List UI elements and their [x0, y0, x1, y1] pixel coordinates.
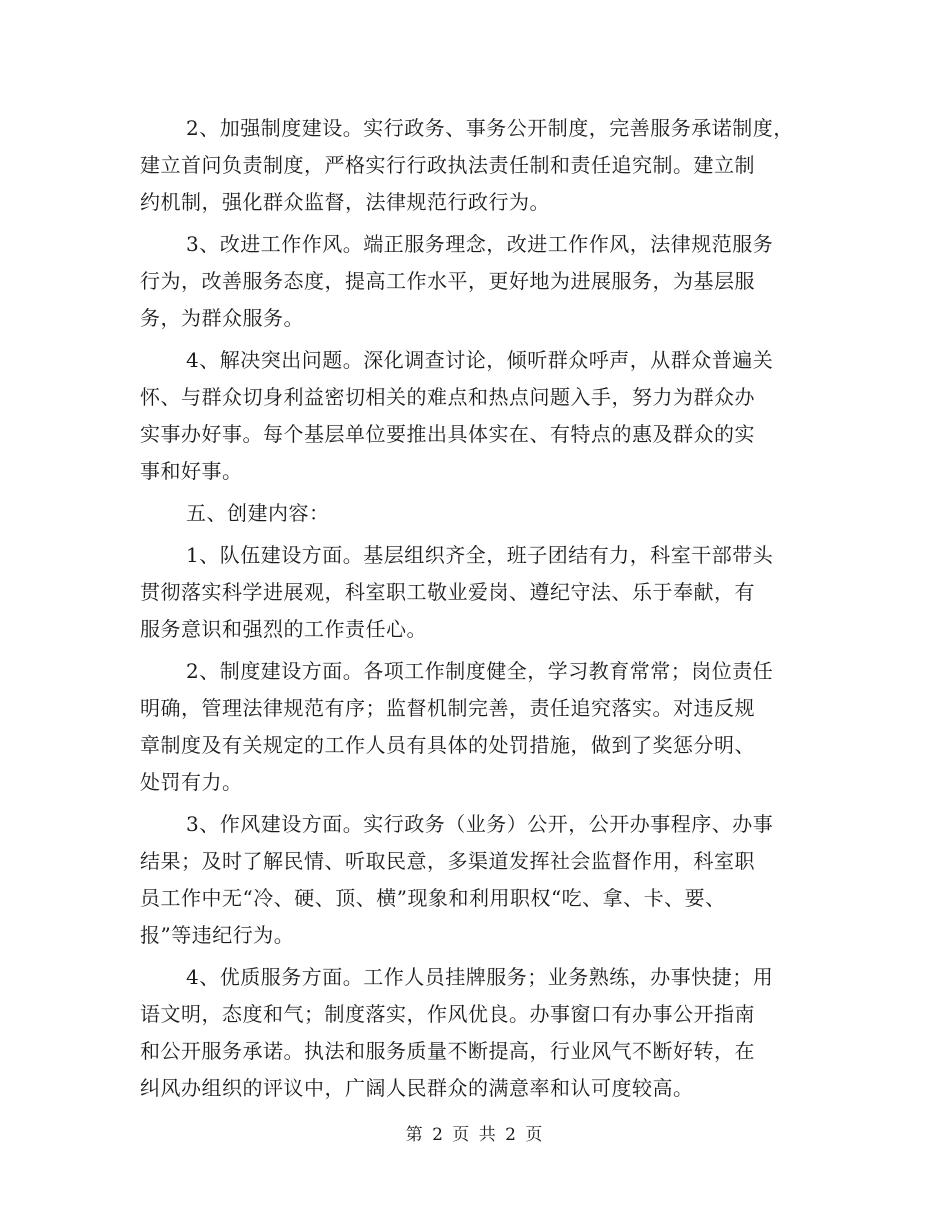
text-line: 怀、与群众切身利益密切相关的难点和热点问题入手，努力为群众办	[140, 385, 755, 409]
text-line: 建立首问负责制度，严格实行行政执法责任制和责任追究制。建立制	[140, 153, 755, 177]
text-line: 务，为群众服务。	[140, 306, 304, 330]
text-line: 实事办好事。每个基层单位要推出具体实在、有特点的惠及群众的实	[140, 422, 755, 446]
text-line: 行为，改善服务态度，提高工作水平，更好地为进展服务，为基层服	[140, 269, 755, 293]
text-line: 3、作风建设方面。实行政务（业务）公开，公开办事程序、办事	[186, 812, 774, 836]
text-line: 语文明，态度和气；制度落实，作风优良。办事窗口有办事公开指南	[140, 1002, 755, 1026]
text-line: 结果；及时了解民情、听取民意，多渠道发挥社会监督作用，科室职	[140, 849, 755, 873]
text-line: 2、制度建设方面。各项工作制度健全，学习教育常常；岗位责任	[186, 659, 774, 683]
text-line: 3、改进工作作风。端正服务理念，改进工作作风，法律规范服务	[186, 232, 774, 256]
paragraph	[140, 342, 812, 490]
text-line: 事和好事。	[140, 459, 243, 483]
text-line: 4、优质服务方面。工作人员挂牌服务；业务熟练，办事快捷；用	[186, 965, 774, 989]
text-line: 约机制，强化群众监督，法律规范行政行为。	[140, 190, 550, 214]
paragraph	[140, 110, 812, 221]
paragraph	[140, 537, 812, 648]
text-line: 服务意识和强烈的工作责任心。	[140, 617, 427, 641]
text-line: 1、队伍建设方面。基层组织齐全，班子团结有力，科室干部带头	[186, 543, 774, 567]
text-line: 明确，管理法律规范有序；监督机制完善，责任追究落实。对违反规	[140, 696, 755, 720]
paragraph	[140, 226, 812, 337]
text-line: 和公开服务承诺。执法和服务质量不断提高，行业风气不断好转，在	[140, 1039, 755, 1063]
text-line: 员工作中无“冷、硬、顶、横”现象和利用职权“吃、拿、卡、要、	[140, 886, 726, 910]
text-line: 处罚有力。	[140, 770, 243, 794]
paragraph	[140, 495, 812, 532]
text-line: 报”等违纪行为。	[140, 923, 295, 947]
text-line: 五、创建内容：	[186, 501, 330, 525]
text-line: 4、解决突出问题。深化调查讨论，倾听群众呼声，从群众普遍关	[186, 348, 774, 372]
paragraph	[140, 806, 812, 954]
text-line: 章制度及有关规定的工作人员有具体的处罚措施，做到了奖惩分明、	[140, 733, 755, 757]
page-footer: 第 2 页 共 2 页	[405, 1125, 545, 1145]
text-line: 2、加强制度建设。实行政务、事务公开制度，完善服务承诺制度，	[186, 116, 794, 140]
document-body	[140, 110, 812, 1112]
text-line: 贯彻落实科学进展观，科室职工敬业爱岗、遵纪守法、乐于奉献，有	[140, 580, 755, 604]
text-line: 纠风办组织的评议中，广阔人民群众的满意率和认可度较高。	[140, 1076, 694, 1100]
paragraph	[140, 653, 812, 801]
paragraph	[140, 959, 812, 1107]
